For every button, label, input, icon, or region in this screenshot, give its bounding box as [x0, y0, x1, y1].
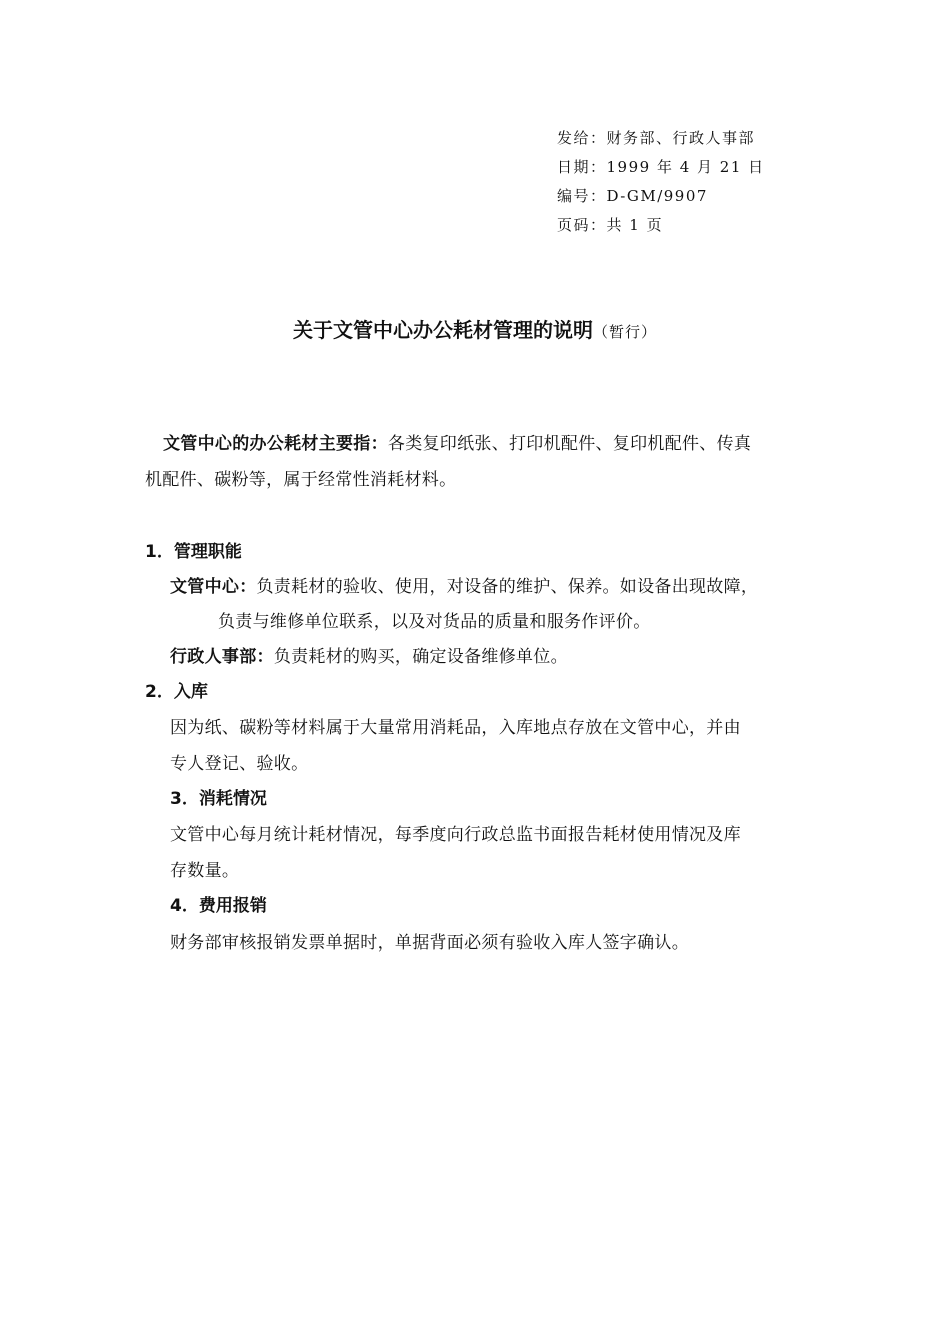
section1-item1-line2: 负责与维修单位联系，以及对货品的质量和服务作评价。 [218, 612, 651, 632]
intro-line-2: 机配件、碳粉等，属于经常性消耗材料。 [145, 470, 457, 490]
section1-heading: 1．管理职能 [145, 542, 242, 562]
intro-line-1 [163, 429, 751, 454]
section3-line2: 存数量。 [170, 861, 240, 881]
section1-item2-text: 负责耗材的购买，确定设备维修单位。 [273, 647, 568, 667]
section1-item1-label: 文管中心： [170, 577, 257, 597]
header-number: 编号：D-GM/9907 [557, 187, 708, 205]
section1-item2-label: 行政人事部： [170, 647, 274, 667]
section2-line2: 专人登记、验收。 [170, 754, 309, 774]
title-main: 关于文管中心办公耗材管理的说明 [292, 318, 593, 342]
section1-item2 [170, 642, 568, 667]
intro-label: 文管中心的办公耗材主要指： [163, 434, 388, 454]
header-pages: 页码：共 1 页 [557, 216, 664, 234]
section1-item1-text: 负责耗材的验收、使用，对设备的维护、保养。如设备出现故障， [256, 577, 759, 597]
section4-line1: 财务部审核报销发票单据时，单据背面必须有验收入库人签字确认。 [170, 933, 689, 953]
section4-heading: 4．费用报销 [170, 896, 267, 916]
section1-item1-line1 [170, 572, 758, 597]
section2-heading: 2．入库 [145, 682, 208, 702]
section3-heading: 3．消耗情况 [170, 789, 267, 809]
header-send-to: 发给：财务部、行政人事部 [557, 129, 756, 147]
intro-line1-text: 各类复印纸张、打印机配件、复印机配件、传真 [387, 434, 752, 454]
header-date: 日期：1999 年 4 月 21 日 [557, 158, 765, 176]
document-title [0, 314, 950, 343]
section3-line1: 文管中心每月统计耗材情况，每季度向行政总监书面报告耗材使用情况及库 [170, 825, 741, 845]
section2-line1: 因为纸、碳粉等材料属于大量常用消耗品，入库地点存放在文管中心，并由 [170, 718, 741, 738]
title-suffix: （暂行） [592, 323, 657, 341]
